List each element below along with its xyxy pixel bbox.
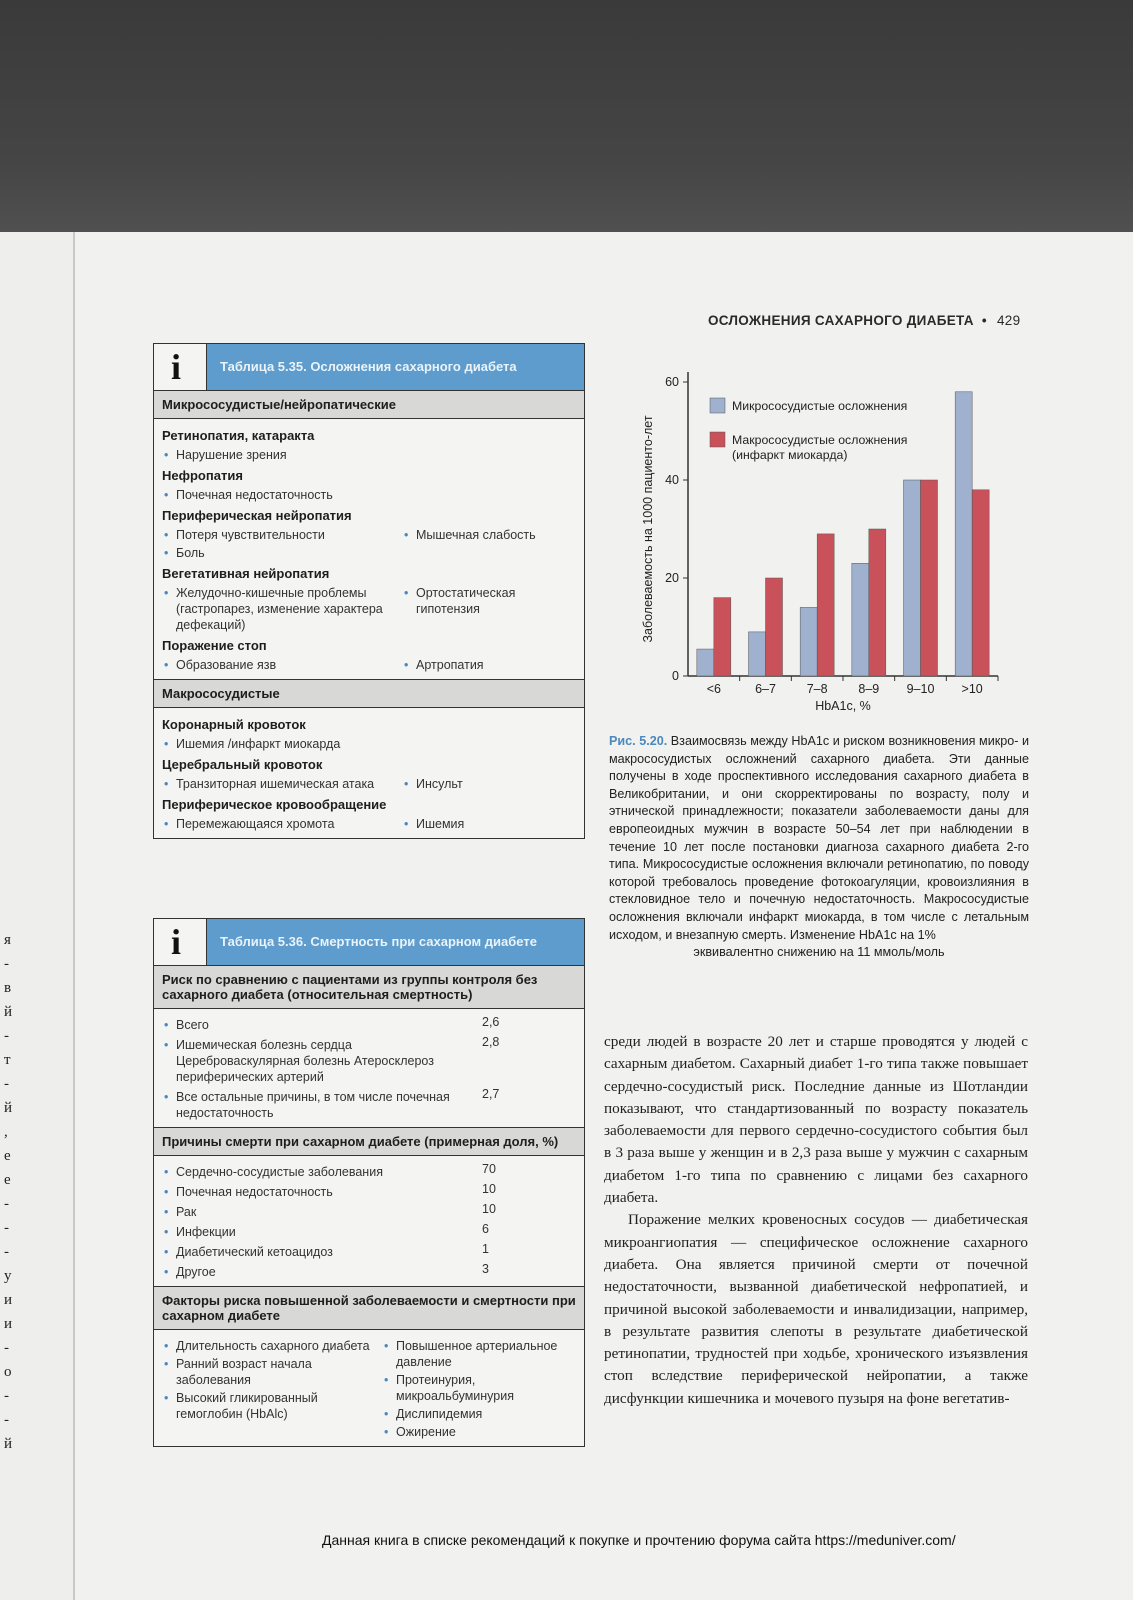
page-number: 429 — [997, 313, 1021, 328]
row-label: • Другое — [162, 1264, 476, 1280]
bar-micro — [697, 649, 714, 676]
x-axis-label: HbA1c, % — [815, 699, 871, 713]
risk-factors-col1 — [162, 1336, 382, 1442]
list-item: • Ожирение — [382, 1424, 576, 1440]
items-col2 — [402, 814, 576, 834]
table-5-36 — [153, 918, 585, 1447]
legend-label: Микрососудистые осложнения — [732, 399, 908, 413]
x-tick-label: 6–7 — [755, 682, 776, 696]
left-page-char: й — [4, 1004, 13, 1020]
row-label: • Диабетический кетоацидоз — [162, 1244, 476, 1260]
section-body — [154, 1330, 584, 1446]
row-label: • Все остальные причины, в том числе почечная недостаточность — [162, 1089, 476, 1121]
table-header — [154, 919, 584, 966]
left-page-char: я — [4, 932, 11, 948]
left-page-char: е — [4, 1148, 11, 1164]
row-label: • Сердечно-сосудистые заболевания — [162, 1164, 476, 1180]
items-col2 — [402, 445, 576, 465]
list-item: • Ортостатическая гипотензия — [402, 585, 576, 617]
left-page-char: у — [4, 1268, 12, 1284]
table-title: Таблица 5.35. Осложнения сахарного диабета — [220, 359, 517, 374]
table-title: Таблица 5.36. Смертность при сахарном диабете — [220, 934, 537, 949]
section-body — [154, 1156, 584, 1286]
running-header — [708, 313, 1020, 328]
row-value: 6 — [482, 1222, 489, 1236]
group-items — [162, 445, 576, 465]
group-heading: Церебральный кровоток — [162, 757, 323, 772]
list-item: • Образование язв — [162, 657, 402, 673]
running-title: ОСЛОЖНЕНИЯ САХАРНОГО ДИАБЕТА — [708, 313, 974, 328]
info-icon: i — [154, 919, 207, 965]
bar-macro — [869, 529, 886, 676]
row-label: • Ишемическая болезнь сердца Цереброваскулярная болезнь Атеросклероз периферических артерий — [162, 1037, 476, 1085]
section-heading: Факторы риска повышенной заболеваемости и смертности при сахарном диабете — [154, 1286, 584, 1330]
list-item: • Транзиторная ишемическая атака — [162, 776, 402, 792]
list-item: • Мышечная слабость — [402, 527, 576, 543]
paragraph: среди людей в возрасте 20 лет и старше проводятся у людей с сахарным диабетом. Сахарный диабет 1-го типа также повышает сердечно-сосудистый риск. Последние данные из Шотландии показывают, что стандартизованный по возрасту показатель заболеваемости для первого сердечно-сосудистого события был в 3 раза выше у женщин и в 2,3 раза выше у мужчин с сахарным диабетом 1-го типа по сравнению с лицами без сахарного диабета. — [604, 1033, 1028, 1207]
row-label: • Почечная недостаточность — [162, 1184, 476, 1200]
info-icon: i — [154, 344, 207, 390]
list-item: • Потеря чувствительности — [162, 527, 402, 543]
section-heading: Причины смерти при сахарном диабете (примерная доля, %) — [154, 1127, 584, 1156]
footer-note: Данная книга в списке рекомендаций к покупке и прочтению форума сайта https://meduniver.com/ — [322, 1532, 956, 1548]
items-col2 — [402, 655, 576, 675]
left-page-char: - — [4, 1028, 9, 1044]
list-item: • Почечная недостаточность — [162, 487, 402, 503]
section-heading: Микрососудистые/нейропатические — [154, 391, 584, 419]
bar-micro — [800, 607, 817, 676]
left-page-char: и — [4, 1292, 13, 1308]
left-page-char: - — [4, 956, 9, 972]
row-value: 10 — [482, 1202, 496, 1216]
left-page-char: в — [4, 980, 12, 996]
items-col1 — [162, 583, 402, 635]
left-page-char: о — [4, 1364, 12, 1380]
section-heading: Риск по сравнению с пациентами из группы контроля без сахарного диабета (относительная смертность) — [154, 966, 584, 1009]
y-tick-label: 40 — [665, 473, 679, 487]
items-col1 — [162, 485, 402, 505]
list-item: • Повышенное артериальное давление — [382, 1338, 576, 1370]
table-row — [162, 1242, 576, 1262]
table-5-35 — [153, 343, 585, 839]
row-value: 10 — [482, 1182, 496, 1196]
left-page-char: и — [4, 1316, 13, 1332]
list-item: • Перемежающаяся хромота — [162, 816, 402, 832]
x-tick-label: 8–9 — [858, 682, 880, 696]
section-heading: Макрососудистые — [154, 679, 584, 708]
bar-macro — [714, 598, 731, 676]
group-heading: Коронарный кровоток — [162, 717, 306, 732]
y-axis-label: Заболеваемость на 1000 пациенто-лет — [641, 415, 655, 643]
items-col1 — [162, 814, 402, 834]
x-tick-label: 9–10 — [906, 682, 935, 696]
items-col2 — [402, 485, 576, 505]
section-body — [154, 708, 584, 838]
bullet-separator: • — [977, 313, 987, 328]
bar-macro — [817, 534, 834, 676]
list-item: • Инсульт — [402, 776, 576, 792]
items-col1 — [162, 734, 402, 754]
row-value: 1 — [482, 1242, 489, 1256]
table-row — [162, 1222, 576, 1242]
y-tick-label: 20 — [665, 571, 679, 585]
bar-macro — [766, 578, 783, 676]
row-value: 70 — [482, 1162, 496, 1176]
bar-micro — [852, 563, 869, 676]
left-page-char: й — [4, 1100, 13, 1116]
row-value: 3 — [482, 1262, 489, 1276]
table-row — [162, 1262, 576, 1282]
group-items — [162, 774, 576, 794]
row-label: • Всего — [162, 1017, 476, 1033]
chart-figure-5-20 — [630, 360, 1050, 730]
row-value: 2,8 — [482, 1035, 500, 1049]
list-item: • Нарушение зрения — [162, 447, 402, 463]
legend-label-cont: (инфаркт миокарда) — [732, 448, 848, 462]
table-row — [162, 1182, 576, 1202]
left-page-char: - — [4, 1340, 9, 1356]
legend-label: Макрососудистые осложнения — [732, 433, 908, 447]
table-row — [162, 1035, 576, 1087]
table-row — [162, 1015, 576, 1035]
left-page-char: - — [4, 1220, 9, 1236]
group-heading: Поражение стоп — [162, 638, 267, 653]
x-tick-label: <6 — [706, 682, 721, 696]
figure-caption — [609, 733, 1029, 962]
left-page-char: - — [4, 1244, 9, 1260]
paragraph: Поражение мелких кровеносных сосудов — диабетическая микроангиопатия — специфическое осложнение сахарного диабета. Она является причиной смерти от почечной недостаточности, вызванной диабетической нефропатией, и причиной высокой заболеваемости и инвалидизации, например, в результате развития слепоты в результате диабетической ретинопатии, трудностей при ходьбе, хронического изъязвления стоп вследствие периферической нейропатии, а также дисфункции кишечника и мочевого пузыря на фоне вегетатив- — [604, 1211, 1028, 1407]
items-col1 — [162, 774, 402, 794]
left-page-char: е — [4, 1172, 11, 1188]
left-page-char: й — [4, 1436, 13, 1452]
list-item: • Ишемия — [402, 816, 576, 832]
caption-text: Взаимосвязь между HbA1c и риском возникновения микро- и макрососудистых осложнений сахарного диабета. Эти данные получены в ходе проспективного исследования сахарного диабета в Великобритании, и они скорректированы по возрасту, полу и этнической принадлежности; показатели заболеваемости даны для европеоидных мужчин в возрасте 50–54 лет при наблюдении в течение 10 лет после постановки диагноза сахарного диабета 2-го типа. Микрососудистые осложнения включали ретинопатию, по поводу которой требовалось проведение фотокоагуляции, кровоизлияния в стекловидное тело и почечную недостаточность. Макрососудистые осложнения включали инфаркт миокарда, в том числе с летальным исходом, и внезапную смерть. Изменение HbA1c на 1% — [609, 734, 1030, 942]
legend-swatch — [710, 398, 725, 413]
bar-chart — [630, 360, 1050, 730]
group-items — [162, 485, 576, 505]
x-tick-label: >10 — [961, 682, 983, 696]
group-heading: Нефропатия — [162, 468, 243, 483]
items-col1 — [162, 445, 402, 465]
y-tick-label: 60 — [665, 375, 679, 389]
section-body — [154, 419, 584, 679]
list-item: • Ишемия /инфаркт миокарда — [162, 736, 402, 752]
items-col1 — [162, 655, 402, 675]
items-col2 — [402, 583, 576, 635]
table-row — [162, 1162, 576, 1182]
left-page-char: - — [4, 1196, 9, 1212]
row-value: 2,6 — [482, 1015, 500, 1029]
group-items — [162, 525, 576, 563]
left-page-char: - — [4, 1388, 9, 1404]
group-items — [162, 734, 576, 754]
scanner-background-top — [0, 0, 1133, 232]
table-row — [162, 1087, 576, 1123]
caption-lead: Рис. 5.20. — [609, 734, 668, 748]
left-page-char: - — [4, 1412, 9, 1428]
list-item: • Боль — [162, 545, 402, 561]
list-item: • Длительность сахарного диабета — [162, 1338, 382, 1354]
group-heading: Вегетативная нейропатия — [162, 566, 330, 581]
row-value: 2,7 — [482, 1087, 500, 1101]
bar-micro — [749, 632, 766, 676]
left-page-char: - — [4, 1076, 9, 1092]
group-items — [162, 655, 576, 675]
left-page-char: т — [4, 1052, 11, 1068]
x-tick-label: 7–8 — [806, 682, 828, 696]
items-col1 — [162, 525, 402, 563]
group-heading: Периферическая нейропатия — [162, 508, 352, 523]
items-col2 — [402, 525, 576, 563]
legend-swatch — [710, 432, 725, 447]
bar-macro — [972, 490, 989, 676]
list-item: • Артропатия — [402, 657, 576, 673]
group-heading: Ретинопатия, катаракта — [162, 428, 315, 443]
group-items — [162, 814, 576, 834]
caption-last-line: эквивалентно снижению на 11 ммоль/моль — [693, 945, 945, 960]
section-body — [154, 1009, 584, 1127]
table-header — [154, 344, 584, 391]
bar-micro — [904, 480, 921, 676]
group-items — [162, 583, 576, 635]
bar-macro — [921, 480, 938, 676]
body-text — [604, 1031, 1028, 1410]
group-heading: Периферическое кровообращение — [162, 797, 387, 812]
y-tick-label: 0 — [672, 669, 679, 683]
list-item: • Ранний возраст начала заболевания — [162, 1356, 382, 1388]
left-page-char: , — [4, 1124, 8, 1140]
row-label: • Инфекции — [162, 1224, 476, 1240]
list-item: • Высокий гликированный гемоглобин (HbAlc) — [162, 1390, 382, 1422]
list-item: • Протеинурия, микроальбуминурия — [382, 1372, 576, 1404]
table-row — [162, 1202, 576, 1222]
risk-factors-col2 — [382, 1336, 576, 1442]
bar-micro — [955, 392, 972, 676]
list-item: • Желудочно-кишечные проблемы (гастропарез, изменение характера дефекаций) — [162, 585, 402, 633]
list-item: • Дислипидемия — [382, 1406, 576, 1422]
items-col2 — [402, 734, 576, 754]
items-col2 — [402, 774, 576, 794]
row-label: • Рак — [162, 1204, 476, 1220]
